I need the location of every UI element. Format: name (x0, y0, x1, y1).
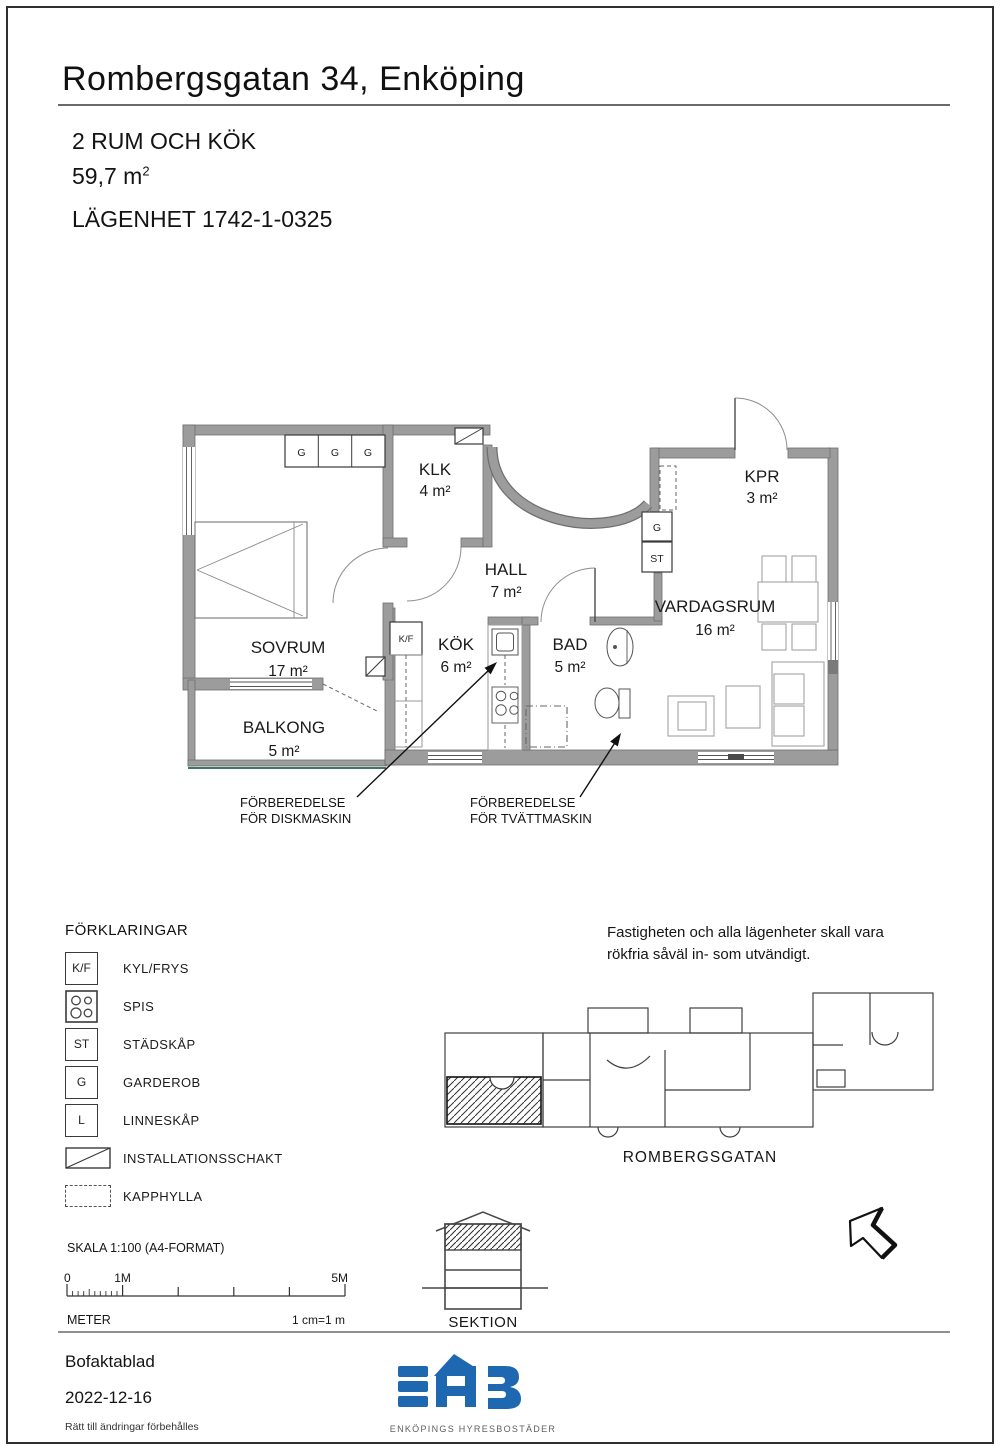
area-sup: 2 (142, 163, 150, 179)
closet-door (407, 547, 461, 601)
bed (195, 522, 307, 618)
floor-plan (170, 390, 850, 840)
room-name: BALKONG (242, 718, 326, 737)
svg-text:FÖRBEREDELSE: FÖRBEREDELSE (470, 795, 576, 810)
room-name: KLK (418, 460, 452, 479)
room-area: 5 m² (554, 659, 586, 676)
legend-item-spis: SPIS (65, 987, 283, 1025)
scale-title: SKALA 1:100 (A4-FORMAT) (67, 1241, 225, 1255)
washbasin-icon (607, 628, 633, 666)
scale-zero: 0 (64, 1271, 71, 1285)
coffee-table (726, 686, 760, 728)
linen-closet-icon: L (65, 1104, 98, 1137)
installation-shaft-icon (65, 1147, 111, 1169)
washer-space (526, 706, 567, 747)
ehb-logo-letters (398, 1354, 521, 1409)
svg-text:FÖR DISKMASKIN: FÖR DISKMASKIN (240, 811, 352, 826)
north-arrow-icon (838, 1203, 908, 1265)
legend-item-kapphylla: KAPPHYLLA (65, 1177, 283, 1215)
balcony-door (323, 684, 377, 711)
chair (792, 556, 816, 582)
document-type: Bofaktablad (65, 1352, 155, 1371)
scale-unit: METER (67, 1313, 111, 1327)
section-label: SEKTION (448, 1314, 518, 1331)
arrowhead (610, 733, 621, 746)
legend-item-garderob: G GARDEROB (65, 1063, 283, 1101)
street-label: ROMBERGSGATAN (622, 1149, 778, 1166)
logo-caption: ENKÖPINGS HYRESBOSTÄDER (389, 1424, 557, 1434)
apartment-area (72, 163, 150, 190)
cleaning-closet-label: ST (650, 553, 664, 565)
svg-text:FÖR TVÄTTMASKIN: FÖR TVÄTTMASKIN (470, 811, 592, 826)
fridge-freezer-label: K/F (398, 634, 414, 645)
room-area: 17 m² (268, 663, 308, 680)
title-rule (58, 104, 950, 106)
legend-title: FÖRKLARINGAR (65, 922, 189, 939)
stove-icon (65, 990, 98, 1023)
bedroom-door (333, 548, 388, 603)
coat-shelf-icon (660, 466, 676, 510)
chair (762, 556, 786, 582)
fridge-freezer-icon: K/F (65, 952, 98, 985)
coat-shelf-icon (65, 1185, 111, 1207)
room-name: VARDAGSRUM (654, 597, 776, 616)
toilet-icon (619, 689, 630, 718)
legend-item-linneskap: L LINNESKÅP (65, 1101, 283, 1139)
hall-closets (642, 512, 672, 572)
section-diagram (420, 1200, 550, 1335)
chair (762, 624, 786, 650)
room-area: 16 m² (695, 622, 735, 639)
wardrobe-label: G (652, 522, 662, 534)
scale-five-meter: 5M (331, 1271, 348, 1285)
page-title: Rombergsgatan 34, Enköping (62, 60, 525, 98)
wardrobe-label: G (363, 447, 373, 459)
fine-ticks (73, 1289, 117, 1296)
document-date: 2022-12-16 (65, 1388, 152, 1407)
room-area: 3 m² (746, 490, 778, 507)
chair (792, 624, 816, 650)
disclaimer: Rätt till ändringar förbehålles (65, 1421, 199, 1433)
wardrobe-icon: G (65, 1066, 98, 1099)
section-floor-highlight (445, 1224, 521, 1250)
room-name: BAD (552, 635, 588, 654)
legend-item-stadskap: ST STÄDSKÅP (65, 1025, 283, 1063)
cleaning-closet-icon: ST (65, 1028, 98, 1061)
room-name: KÖK (438, 635, 474, 654)
room-area: 5 m² (268, 743, 300, 760)
legend-item-installationsschakt: INSTALLATIONSSCHAKT (65, 1139, 283, 1177)
room-name: SOVRUM (250, 638, 326, 657)
room-area: 4 m² (419, 483, 451, 500)
ehb-logo (388, 1344, 558, 1439)
footer-rule (58, 1331, 950, 1333)
smoke-free-notice: Fastigheten och alla lägenheter skall vara rökfria såväl in- som utvändigt. (607, 924, 884, 963)
wardrobe-label: G (330, 447, 340, 459)
stove-icon (496, 691, 518, 715)
room-area: 7 m² (490, 584, 522, 601)
area-value: 59,7 m (72, 163, 143, 189)
living-room-furniture (668, 556, 824, 746)
scale-one-meter: 1M (114, 1271, 131, 1285)
legend (65, 922, 283, 1215)
svg-text:FÖRBEREDELSE: FÖRBEREDELSE (240, 795, 346, 810)
apartment-id: LÄGENHET 1742-1-0325 (72, 206, 333, 232)
curved-wall (492, 447, 648, 523)
room-name: KPR (744, 467, 780, 486)
wardrobe-label: G (297, 447, 306, 459)
room-name: HALL (484, 560, 528, 579)
room-area: 6 m² (440, 659, 472, 676)
apartment-type: 2 RUM OCH KÖK (72, 128, 257, 154)
legend-item-kylfrys: K/F KYL/FRYS (65, 949, 283, 987)
site-plan (440, 990, 960, 1175)
scale-note: 1 cm=1 m (291, 1313, 345, 1327)
wardrobes (285, 435, 385, 467)
scale-bar (60, 1238, 360, 1333)
